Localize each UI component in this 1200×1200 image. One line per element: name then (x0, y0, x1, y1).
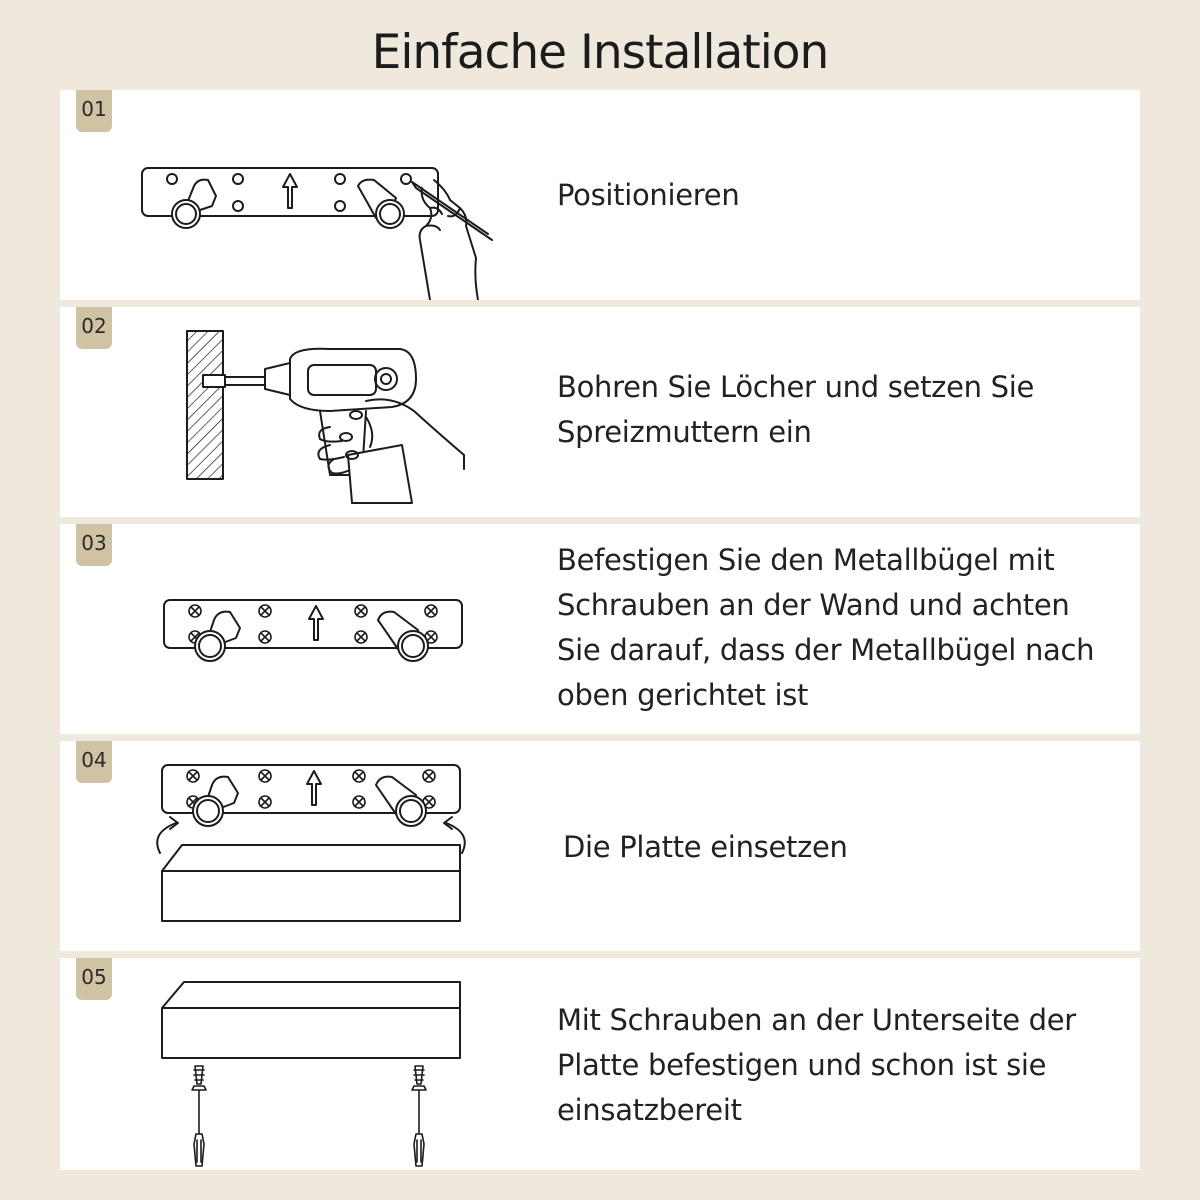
step-4-panel (60, 741, 1140, 951)
drill-icon (130, 307, 570, 517)
screw-bottom-icon (130, 958, 570, 1170)
step-text: Mit Schrauben an der Unterseite der Platte befestigen und schon ist sie einsatzbereit (557, 1003, 1076, 1127)
step-number-badge: 03 (76, 524, 112, 566)
step-2-panel (60, 307, 1140, 517)
step-1-panel (60, 90, 1140, 300)
step-number-badge: 04 (76, 741, 112, 783)
step-5-panel (60, 958, 1140, 1170)
step-text: Befestigen Sie den Metallbügel mit Schrauben an der Wand und achten Sie darauf, dass der Metallbügel nach oben gerichtet ist (557, 543, 1095, 712)
bracket-screws-icon (130, 524, 570, 734)
mark-position-icon (130, 90, 570, 300)
step-3-panel (60, 524, 1140, 734)
step-text: Bohren Sie Löcher und setzen Sie Spreizmuttern ein (557, 370, 1035, 449)
step-number-badge: 05 (76, 958, 112, 1000)
step-text: Die Platte einsetzen (563, 830, 848, 864)
step-number-badge: 02 (76, 307, 112, 349)
step-number-badge: 01 (76, 90, 112, 132)
step-text: Positionieren (557, 178, 740, 212)
insert-shelf-icon (130, 741, 570, 951)
page-title: Einfache Installation (371, 25, 829, 80)
